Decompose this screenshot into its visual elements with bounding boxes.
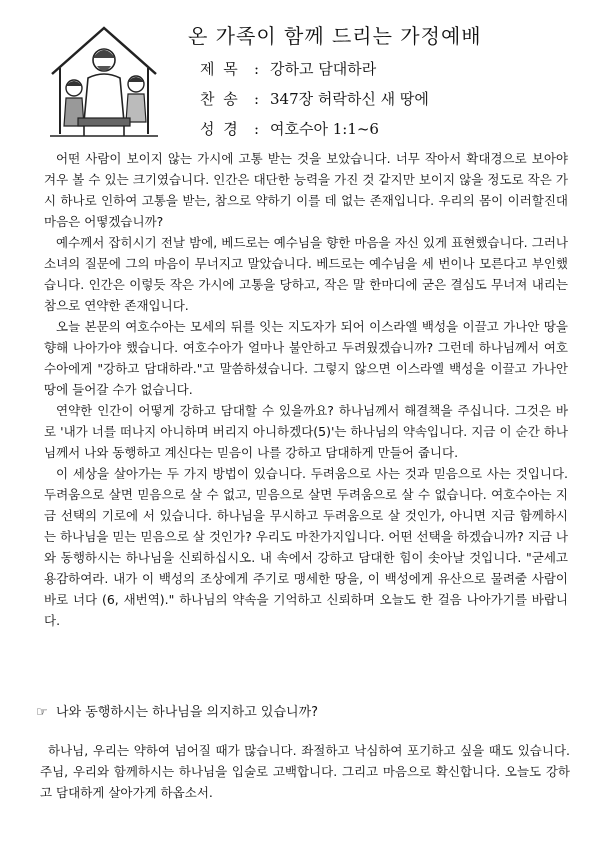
subject-line xyxy=(200,58,376,79)
scripture-label: 성 경 xyxy=(200,120,240,138)
subject-value: 강하고 담대하라 xyxy=(270,60,377,78)
sermon-paragraph: 연약한 인간이 어떻게 강하고 담대할 수 있을까요? 하나님께서 해결책을 주십니다. 그것은 바로 '내가 너를 떠나지 아니하며 버리지 아니하겠다(5)'는 하나님의 약속입니다. 지금 이 순간 하나님께서 나와 동행하고 계신다는 믿음이 나를 강하고 담대하게 만들어 줍니다. xyxy=(44,403,568,460)
reflection-question xyxy=(36,702,576,724)
scripture-value: 여호수아 1:1~6 xyxy=(270,120,379,138)
hymn-separator: : xyxy=(254,90,260,108)
subject-label: 제 목 xyxy=(200,60,240,78)
scripture-separator: : xyxy=(254,120,260,138)
sermon-body xyxy=(44,148,568,631)
sermon-paragraph: 어떤 사람이 보이지 않는 가시에 고통 받는 것을 보았습니다. 너무 작아서 확대경으로 보아야 겨우 볼 수 있는 크기였습니다. 인간은 대단한 능력을 가진 것 같지만 보이지 않을 정도로 작은 가시 하나로 인하여 고통을 받는, 참으로 약하기 이를 데 없는 존재입니다. 우리의 몸이 이러할진대 마음은 어떻겠습니까? xyxy=(44,151,568,229)
sermon-paragraph: 예수께서 잡히시기 전날 밤에, 베드로는 예수님을 향한 마음을 자신 있게 표현했습니다. 그러나 소녀의 질문에 그의 마음이 무너지고 말았습니다. 베드로는 예수님을 세 번이나 모른다고 부인했습니다. 인간은 이렇듯 작은 가시에 고통을 당하고, 작은 말 한마디에 굳은 결심도 무너져 내리는 참으로 연약한 존재입니다. xyxy=(44,235,568,313)
pointing-hand-icon: ☞ xyxy=(36,705,48,720)
sermon-paragraph: 오늘 본문의 여호수아는 모세의 뒤를 잇는 지도자가 되어 이스라엘 백성을 이끌고 가나안 땅을 향해 나아가야 했습니다. 여호수아가 얼마나 불안하고 두려웠겠습니까? 그런데 하나님께서 여호수아에게 "강하고 담대하라."고 말씀하셨습니다. 그렇지 않으면 이스라엘 백성을 이끌고 가나안 땅에 들어갈 수가 없습니다. xyxy=(44,319,568,397)
closing-prayer xyxy=(40,740,570,803)
hymn-line xyxy=(200,88,429,109)
hymn-label: 찬 송 xyxy=(200,90,240,108)
scripture-line xyxy=(200,118,379,139)
worship-header xyxy=(0,0,600,150)
page-title: 온 가족이 함께 드리는 가정예배 xyxy=(188,24,482,48)
subject-separator: : xyxy=(254,60,260,78)
sermon-paragraph: 이 세상을 살아가는 두 가지 방법이 있습니다. 두려움으로 사는 것과 믿음으로 사는 것입니다. 두려움으로 살면 믿음으로 살 수 없고, 믿음으로 살면 두려움으로 살 수 없습니다. 여호수아는 지금 선택의 기로에 서 있습니다. 하나님을 무시하고 두려움으로 살 것인가, 아니면 지금 함께하시는 하나님을 믿는 믿음으로 살 것인가? 우리도 마찬가지입니다. 어떤 선택을 하겠습니까? 지금 나와 동행하시는 하나님을 신뢰하십시오. 내 속에서 강하고 담대한 힘이 솟아날 것입니다. "굳세고 용감하여라. 내가 이 백성의 조상에게 주기로 맹세한 땅을, 이 백성에게 유산으로 물려줄 사람이 바로 너다 (6, 새번역)." 하나님의 약속을 기억하고 신뢰하며 오늘도 한 걸음 나아가기를 바랍니다. xyxy=(44,466,568,628)
family-worship-illustration xyxy=(44,22,164,140)
prayer-text: 하나님, 우리는 약하여 넘어질 때가 많습니다. 좌절하고 낙심하여 포기하고 싶을 때도 있습니다. 주님, 우리와 함께하시는 하나님을 입술로 고백합니다. 그리고 마음으로 확신합니다. 오늘도 강하고 담대하게 살아가게 하옵소서. xyxy=(40,743,570,800)
question-text: 나와 동행하시는 하나님을 의지하고 있습니까? xyxy=(56,705,319,720)
hymn-value: 347장 허락하신 새 땅에 xyxy=(270,90,429,108)
